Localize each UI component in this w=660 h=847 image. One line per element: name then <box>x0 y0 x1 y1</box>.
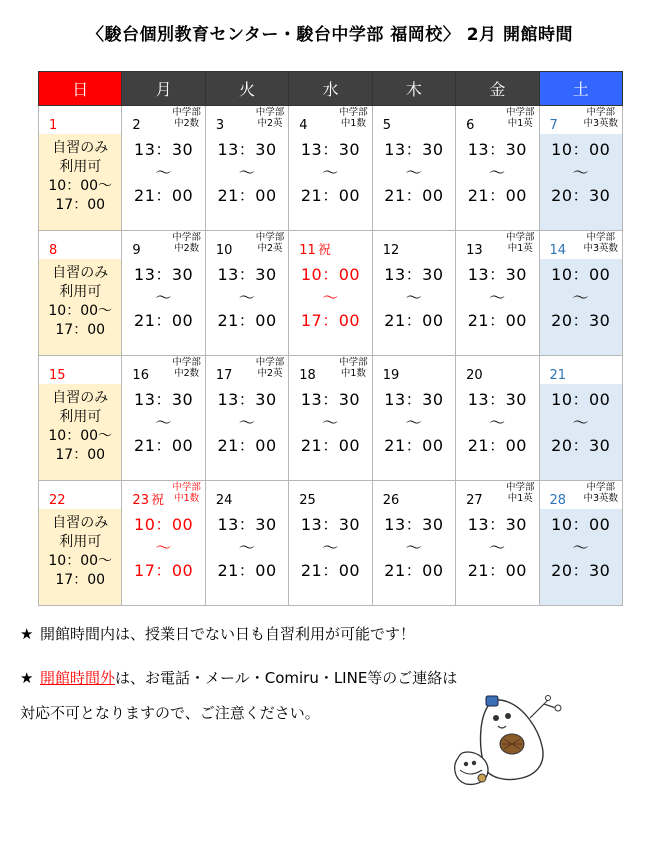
star-icon: ★ <box>20 625 34 643</box>
opening-hours <box>206 509 288 582</box>
self-study-hours <box>39 259 121 340</box>
close-time: 21：00 <box>467 186 527 205</box>
day-header <box>39 481 121 509</box>
star-icon: ★ <box>20 669 34 687</box>
class-note <box>506 107 535 129</box>
day-header <box>373 356 455 384</box>
day-number <box>466 119 474 133</box>
opening-hours <box>373 259 455 332</box>
close-time: 21：00 <box>134 186 194 205</box>
calendar-day-cell <box>122 356 205 481</box>
class-note-dept: 中学部 <box>339 107 368 118</box>
class-note <box>506 232 535 254</box>
day-number-text: 9 <box>132 243 141 258</box>
class-note <box>172 482 201 504</box>
day-number-text: 14 <box>549 243 567 258</box>
day-header <box>122 481 204 509</box>
calendar-day-cell <box>372 106 455 231</box>
class-note <box>256 107 285 129</box>
day-header <box>540 106 622 134</box>
class-note-subject: 中1英 <box>507 243 533 254</box>
class-note-subject: 中2英 <box>257 118 283 129</box>
class-note-subject: 中2英 <box>257 368 283 379</box>
open-time: 13：30 <box>134 390 194 409</box>
tilde-separator: 〜 <box>405 163 423 182</box>
day-header <box>456 481 538 509</box>
close-time: 21：00 <box>217 436 277 455</box>
day-number <box>466 244 483 258</box>
day-number <box>466 369 483 383</box>
close-time: 17：00 <box>134 561 194 580</box>
day-header <box>456 231 538 259</box>
day-header <box>206 231 288 259</box>
holiday-mark: 祝 <box>317 243 331 258</box>
tilde-separator: 〜 <box>238 288 256 307</box>
weekday-header-thu: 木 <box>372 72 455 106</box>
day-number <box>49 119 57 133</box>
tilde-separator: 〜 <box>572 288 590 307</box>
day-number <box>49 494 66 508</box>
day-header <box>122 106 204 134</box>
close-time: 21：00 <box>134 436 194 455</box>
day-number <box>132 119 140 133</box>
opening-hours <box>289 259 371 332</box>
day-number-text: 10 <box>215 243 233 258</box>
self-study-hours <box>39 134 121 215</box>
day-number-text: 3 <box>215 118 225 133</box>
day-number <box>383 494 400 508</box>
self-study-line: 10：00〜 <box>48 303 113 319</box>
open-time: 13：30 <box>217 515 277 534</box>
close-time: 21：00 <box>467 561 527 580</box>
open-time: 13：30 <box>467 390 527 409</box>
calendar-day-cell <box>456 231 539 356</box>
day-header <box>373 231 455 259</box>
class-note-dept: 中学部 <box>172 107 201 118</box>
open-time: 13：30 <box>300 390 361 409</box>
opening-hours <box>289 509 371 582</box>
close-time: 21：00 <box>384 186 444 205</box>
self-study-line: 17：00 <box>55 572 106 588</box>
day-number <box>216 244 233 258</box>
self-study-line: 10：00〜 <box>48 428 113 444</box>
page-title: 〈駿台個別教育センター・駿台中学部 福岡校〉 2月 開館時間 <box>87 25 573 45</box>
open-time: 13：30 <box>300 140 361 159</box>
day-header <box>289 106 371 134</box>
close-time: 21：00 <box>300 186 361 205</box>
calendar-day-cell <box>289 106 372 231</box>
day-number <box>299 119 307 133</box>
open-time: 13：30 <box>384 390 444 409</box>
class-note-dept: 中学部 <box>506 107 535 118</box>
footer-emphasis: 開館時間外 <box>40 669 116 687</box>
open-time: 13：30 <box>217 140 277 159</box>
close-time: 21：00 <box>217 561 277 580</box>
class-note-subject: 中1英 <box>507 493 533 504</box>
day-number <box>550 119 558 133</box>
class-note-subject: 中3英数 <box>583 493 618 504</box>
close-time: 20：30 <box>551 436 611 455</box>
tilde-separator: 〜 <box>405 413 423 432</box>
opening-hours <box>373 509 455 582</box>
class-note <box>339 107 368 129</box>
opening-hours <box>540 384 622 457</box>
tilde-separator: 〜 <box>489 288 506 307</box>
close-time: 21：00 <box>384 561 444 580</box>
footer-line-3: 対応不可となりますので、ご注意ください。 <box>20 704 320 722</box>
class-note-dept: 中学部 <box>339 357 368 368</box>
tilde-separator: 〜 <box>155 413 172 432</box>
class-note-dept: 中学部 <box>506 482 535 493</box>
class-note-subject: 中3英数 <box>583 118 618 129</box>
weekday-header-fri: 金 <box>456 72 539 106</box>
day-header <box>206 106 288 134</box>
calendar-day-cell <box>456 481 539 606</box>
class-note <box>256 357 285 379</box>
open-time: 10：00 <box>551 140 611 159</box>
calendar-day-cell <box>205 231 288 356</box>
day-header <box>206 481 288 509</box>
day-header <box>122 231 204 259</box>
calendar-day-cell <box>39 106 122 231</box>
day-number-text: 27 <box>466 493 483 508</box>
tilde-separator: 〜 <box>322 538 339 557</box>
class-note-subject: 中1数 <box>340 368 366 379</box>
day-header <box>540 356 622 384</box>
class-note-subject: 中1数 <box>340 118 366 129</box>
tilde-separator: 〜 <box>572 413 590 432</box>
self-study-line: 利用可 <box>59 159 102 175</box>
day-number <box>132 369 149 383</box>
day-header <box>206 356 288 384</box>
self-study-line: 10：00〜 <box>48 178 113 194</box>
tilde-separator: 〜 <box>155 538 172 557</box>
opening-hours <box>540 134 622 207</box>
class-note-dept: 中学部 <box>172 232 201 243</box>
close-time: 20：30 <box>551 311 611 330</box>
day-number <box>299 244 331 258</box>
day-header <box>122 356 204 384</box>
self-study-line: 自習のみ <box>52 390 109 406</box>
day-number <box>383 369 400 383</box>
close-time: 21：00 <box>300 561 361 580</box>
open-time: 10：00 <box>551 265 611 284</box>
class-note-subject: 中1英 <box>507 118 533 129</box>
day-number-text: 18 <box>299 368 316 383</box>
class-note-dept: 中学部 <box>586 107 615 118</box>
calendar-day-cell <box>39 481 122 606</box>
open-time: 13：30 <box>134 140 194 159</box>
calendar-day-cell <box>289 481 372 606</box>
day-number-text: 20 <box>466 368 483 383</box>
footer-line-2: は、お電話・メール・Comiru・LINE等のご連絡は <box>115 669 458 687</box>
tilde-separator: 〜 <box>489 163 506 182</box>
day-header <box>289 481 371 509</box>
calendar-week-row <box>39 106 623 231</box>
open-time: 10：00 <box>551 515 611 534</box>
tilde-separator: 〜 <box>155 163 172 182</box>
tilde-separator: 〜 <box>572 538 590 557</box>
opening-hours <box>456 384 538 457</box>
day-number-text: 16 <box>132 368 149 383</box>
class-note <box>172 357 201 379</box>
day-number <box>216 119 224 133</box>
opening-hours <box>122 509 204 582</box>
day-number <box>49 244 57 258</box>
footer-note-1 <box>20 620 415 648</box>
tilde-separator: 〜 <box>405 288 423 307</box>
close-time: 21：00 <box>217 311 277 330</box>
class-note-subject: 中1数 <box>174 493 200 504</box>
self-study-line: 利用可 <box>59 284 102 300</box>
class-note-subject: 中2数 <box>174 118 200 129</box>
weekday-header-wed: 水 <box>289 72 372 106</box>
day-number-text: 13 <box>466 243 483 258</box>
open-time: 10：00 <box>300 265 361 284</box>
calendar-day-cell <box>289 356 372 481</box>
opening-hours <box>206 384 288 457</box>
tilde-separator: 〜 <box>322 163 339 182</box>
class-note-dept: 中学部 <box>255 357 285 368</box>
day-number-text: 24 <box>215 493 233 508</box>
calendar-day-cell <box>372 356 455 481</box>
day-header <box>456 356 538 384</box>
open-time: 10：00 <box>551 390 611 409</box>
tilde-separator: 〜 <box>322 413 339 432</box>
tilde-separator: 〜 <box>238 538 256 557</box>
calendar-day-cell <box>372 231 455 356</box>
day-header <box>373 106 455 134</box>
footer-note-2 <box>20 664 457 692</box>
close-time: 21：00 <box>134 311 194 330</box>
opening-hours <box>289 134 371 207</box>
class-note-subject: 中2英 <box>257 243 283 254</box>
day-number-text: 17 <box>215 368 233 383</box>
day-number <box>383 244 400 258</box>
self-study-line: 自習のみ <box>52 515 109 531</box>
day-header <box>289 356 371 384</box>
day-number-text: 6 <box>466 118 475 133</box>
self-study-line: 自習のみ <box>52 140 109 156</box>
day-header <box>540 481 622 509</box>
opening-hours <box>540 509 622 582</box>
tilde-separator: 〜 <box>155 288 172 307</box>
day-number-text: 12 <box>382 243 400 258</box>
day-number <box>132 494 164 508</box>
calendar-day-cell <box>122 481 205 606</box>
calendar-day-cell <box>539 481 622 606</box>
tilde-separator: 〜 <box>489 538 506 557</box>
calendar-day-cell <box>122 106 205 231</box>
close-time: 21：00 <box>384 311 444 330</box>
self-study-line: 17：00 <box>55 322 106 338</box>
day-number <box>216 369 233 383</box>
day-number-text: 2 <box>132 118 141 133</box>
opening-hours <box>206 259 288 332</box>
weekday-header-tue: 火 <box>205 72 288 106</box>
opening-hours <box>122 384 204 457</box>
class-note-dept: 中学部 <box>255 107 285 118</box>
opening-hours <box>373 134 455 207</box>
day-header <box>39 356 121 384</box>
day-number <box>299 369 316 383</box>
class-note <box>583 107 618 129</box>
mascot-illustration <box>440 688 570 788</box>
day-number-text: 4 <box>299 118 308 133</box>
weekday-header-row <box>39 72 623 106</box>
day-number-text: 8 <box>49 243 58 258</box>
self-study-line: 利用可 <box>59 409 102 425</box>
day-number-text: 15 <box>49 368 66 383</box>
opening-hours <box>540 259 622 332</box>
calendar-day-cell <box>539 356 622 481</box>
tilde-separator: 〜 <box>489 413 506 432</box>
open-time: 13：30 <box>384 515 444 534</box>
day-number <box>216 494 233 508</box>
calendar-week-row <box>39 356 623 481</box>
calendar-day-cell <box>205 356 288 481</box>
calendar-day-cell <box>289 231 372 356</box>
day-number-text: 26 <box>382 493 400 508</box>
day-number-text: 1 <box>49 118 58 133</box>
day-number-text: 19 <box>382 368 400 383</box>
class-note-dept: 中学部 <box>586 232 615 243</box>
self-study-line: 17：00 <box>55 197 106 213</box>
day-number <box>550 494 567 508</box>
day-number <box>466 494 483 508</box>
tilde-separator: 〜 <box>238 163 256 182</box>
class-note <box>172 232 201 254</box>
open-time: 13：30 <box>217 265 277 284</box>
class-note <box>583 232 618 254</box>
class-note <box>339 357 368 379</box>
day-number-text: 21 <box>549 368 567 383</box>
open-time: 13：30 <box>134 265 194 284</box>
tilde-separator: 〜 <box>405 538 423 557</box>
close-time: 21：00 <box>467 311 527 330</box>
class-note-subject: 中3英数 <box>583 243 618 254</box>
calendar-week-row <box>39 231 623 356</box>
day-header <box>373 481 455 509</box>
class-note-subject: 中2数 <box>174 368 200 379</box>
close-time: 21：00 <box>300 436 361 455</box>
open-time: 10：00 <box>134 515 194 534</box>
tilde-separator: 〜 <box>572 163 590 182</box>
open-time: 13：30 <box>467 515 527 534</box>
calendar-day-cell <box>456 356 539 481</box>
class-note <box>256 232 285 254</box>
open-time: 13：30 <box>217 390 277 409</box>
self-study-line: 17：00 <box>55 447 106 463</box>
opening-hours <box>206 134 288 207</box>
open-time: 13：30 <box>467 140 527 159</box>
self-study-line: 利用可 <box>59 534 102 550</box>
opening-hours <box>373 384 455 457</box>
opening-hours <box>122 259 204 332</box>
class-note-dept: 中学部 <box>506 232 535 243</box>
weekday-header-sun: 日 <box>39 72 122 106</box>
class-note-dept: 中学部 <box>586 482 615 493</box>
close-time: 21：00 <box>467 436 527 455</box>
class-note <box>583 482 618 504</box>
close-time: 20：30 <box>551 186 611 205</box>
day-number <box>49 369 66 383</box>
opening-hours <box>456 509 538 582</box>
tilde-separator: 〜 <box>238 413 256 432</box>
day-number <box>383 119 391 133</box>
day-number-text: 23 <box>132 493 149 508</box>
holiday-mark: 祝 <box>150 493 164 508</box>
open-time: 13：30 <box>467 265 527 284</box>
day-number-text: 28 <box>549 493 567 508</box>
self-study-hours <box>39 509 121 590</box>
day-number-text: 22 <box>49 493 66 508</box>
self-study-hours <box>39 384 121 465</box>
day-header <box>540 231 622 259</box>
calendar-day-cell <box>39 356 122 481</box>
close-time: 21：00 <box>384 436 444 455</box>
class-note <box>172 107 201 129</box>
class-note <box>506 482 535 504</box>
day-header <box>39 106 121 134</box>
opening-hours <box>289 384 371 457</box>
weekday-header-mon: 月 <box>122 72 205 106</box>
footer-note-3 <box>20 699 320 727</box>
calendar-day-cell <box>539 106 622 231</box>
opening-hours <box>456 134 538 207</box>
class-note-subject: 中2数 <box>174 243 200 254</box>
day-number-text: 25 <box>299 493 316 508</box>
opening-hours <box>456 259 538 332</box>
calendar-day-cell <box>205 106 288 231</box>
tilde-separator: 〜 <box>322 288 339 307</box>
day-number <box>132 244 140 258</box>
calendar-day-cell <box>205 481 288 606</box>
day-number <box>299 494 316 508</box>
day-number-text: 5 <box>382 118 391 133</box>
calendar-week-row <box>39 481 623 606</box>
class-note-dept: 中学部 <box>255 232 285 243</box>
open-time: 13：30 <box>384 265 444 284</box>
calendar-day-cell <box>539 231 622 356</box>
day-number <box>550 369 567 383</box>
close-time: 20：30 <box>551 561 611 580</box>
day-header <box>289 231 371 259</box>
calendar-day-cell <box>456 106 539 231</box>
class-note-dept: 中学部 <box>172 482 201 493</box>
calendar-day-cell <box>122 231 205 356</box>
open-time: 13：30 <box>384 140 444 159</box>
calendar-day-cell <box>39 231 122 356</box>
day-number <box>550 244 567 258</box>
self-study-line: 10：00〜 <box>48 553 113 569</box>
day-header <box>456 106 538 134</box>
open-time: 13：30 <box>300 515 361 534</box>
footer-line-1: 開館時間内は、授業日でない日も自習利用が可能です！ <box>40 625 416 643</box>
calendar-table <box>38 71 623 606</box>
weekday-header-sat: 土 <box>539 72 622 106</box>
opening-hours <box>122 134 204 207</box>
class-note-dept: 中学部 <box>172 357 201 368</box>
calendar-day-cell <box>372 481 455 606</box>
close-time: 21：00 <box>217 186 277 205</box>
day-header <box>39 231 121 259</box>
day-number-text: 7 <box>549 118 558 133</box>
close-time: 17：00 <box>300 311 361 330</box>
self-study-line: 自習のみ <box>52 265 109 281</box>
day-number-text: 11 <box>299 243 316 258</box>
